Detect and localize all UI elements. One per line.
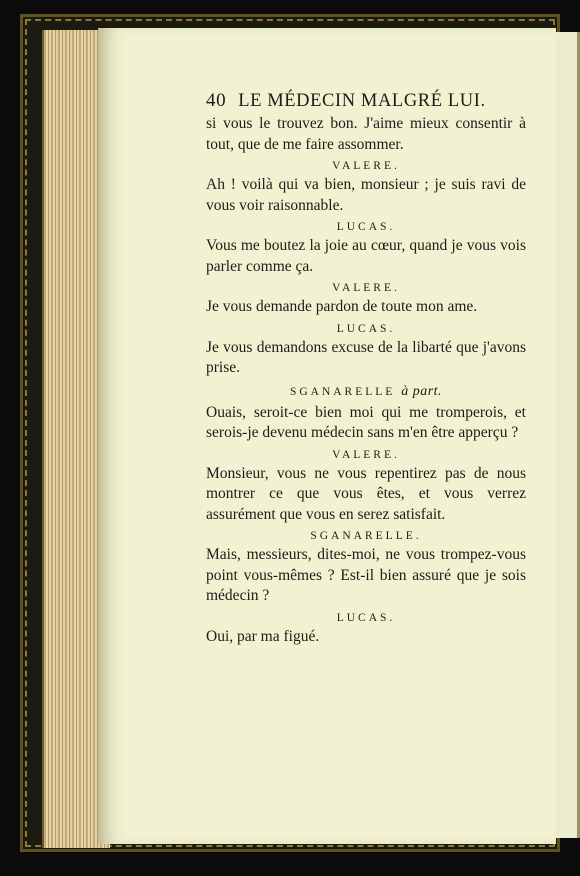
dialogue-line: Ouais, seroit-ce bien moi qui me tromperois, et serois-je devenu médecin sans m'en être apperçu ? [206,403,526,441]
dialogue-line: si vous le trouvez bon. J'aime mieux consentir à tout, que de me faire assommer. [206,115,526,153]
dialogue-line: Monsieur, vous ne vous repentirez pas de nous montrer ce que vous êtes, et vous verrez assurément que vous en serez satisfait. [206,464,526,523]
page-number: 40 [206,90,227,111]
page-content [206,90,526,647]
dialogue-line: Oui, par ma figué. [206,627,320,645]
speaker-name: VALERE. [332,448,400,461]
speaker-with-aside [206,384,526,400]
speaker-name: LUCAS. [336,221,396,233]
dialogue-line: Mais, messieurs, dites-moi, ne vous trompez-vous point vous-mêmes ? Est-il bien assuré que je sois médecin ? [206,546,526,604]
dialogue-line: Je vous demandons excuse de la libarté que j'avons prise. [206,338,526,376]
running-header [206,90,526,112]
dialogue-line: Ah ! voilà qui va bien, monsieur ; je suis ravi de vous voir raisonnable. [206,176,526,214]
dialogue-line: Vous me boutez la joie au cœur, quand je vous vois parler comme ça. [206,237,526,275]
dialogue-line: Je vous demande pardon de toute mon ame. [206,298,478,315]
speaker-name: VALERE. [332,282,400,294]
facing-page-edge [556,32,580,838]
speaker-name: SGANARELLE. [310,530,422,542]
running-title: LE MÉDECIN MALGRÉ LUI. [238,91,486,111]
speaker-name: LUCAS. [336,322,396,335]
speaker-name: VALERE. [332,160,400,172]
speaker-name: SGANARELLE [289,385,396,398]
stage-direction: à part. [401,383,443,399]
speaker-name: LUCAS. [336,611,396,624]
